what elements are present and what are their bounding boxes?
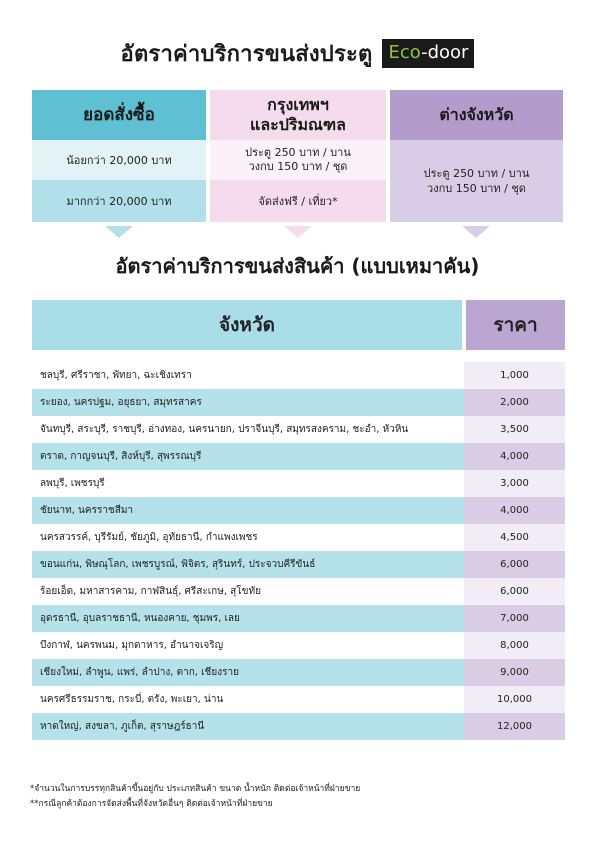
page-title-block [0,36,595,70]
bangkok-rate [210,140,386,180]
order-over-20000: มากกว่า 20,000 บาท [32,180,206,222]
table-row [32,443,565,470]
order-amount-column [32,90,206,222]
province-cell: ชลบุรี, ศรีราชา, พัทยา, ฉะเชิงเทรา [32,362,464,389]
upcountry-door-rate: ประตู 250 บาท / บาน [423,167,530,180]
price-cell: 4,500 [464,524,565,551]
order-under-20000: น้อยกว่า 20,000 บาท [32,140,206,180]
province-cell: อุดรธานี, อุบลราชธานี, หนองคาย, ชุมพร, เลย [32,605,464,632]
price-cell: 1,000 [464,362,565,389]
bangkok-door-rate: ประตู 250 บาท / บาน [245,146,351,159]
province-column-header: จังหวัด [32,300,462,350]
price-cell: 6,000 [464,578,565,605]
table-row [32,659,565,686]
table-row [32,578,565,605]
order-amount-pointer [105,226,133,238]
province-cell: นครศรีธรรมราช, กระบี่, ตรัง, พะเยา, น่าน [32,686,464,713]
table-row [32,416,565,443]
eco-door-logo [382,39,474,68]
price-cell: 12,000 [464,713,565,740]
table-row [32,686,565,713]
table-row [32,389,565,416]
province-cell: ลพบุรี, เพชรบุรี [32,470,464,497]
table-row [32,470,565,497]
price-column-header: ราคา [466,300,565,350]
upcountry-frame-rate: วงกบ 150 บาท / ชุด [427,182,526,195]
bangkok-header-line2: และปริมณฑล [250,115,346,134]
bangkok-header [210,90,386,140]
price-cell: 3,000 [464,470,565,497]
price-cell: 8,000 [464,632,565,659]
bangkok-header-line1: กรุงเทพฯ [267,95,329,114]
price-cell: 3,500 [464,416,565,443]
logo-door-text: -door [421,41,469,63]
price-cell: 4,000 [464,443,565,470]
upcountry-pointer [462,226,490,238]
province-cell: ขอนแก่น, พิษณุโลก, เพชรบูรณ์, พิจิตร, สุรินทร์, ประจวบคีรีขันธ์ [32,551,464,578]
price-cell: 4,000 [464,497,565,524]
province-cell: ร้อยเอ็ด, มหาสารคาม, กาฬสินธุ์, ศรีสะเกษ, สุโขทัย [32,578,464,605]
province-cell: เชียงใหม่, ลำพูน, แพร่, ลำปาง, ตาก, เชียงราย [32,659,464,686]
goods-shipping-title: อัตราค่าบริการขนส่งสินค้า (แบบเหมาคัน) [115,254,480,278]
province-cell: บึงกาฬ, นครพนม, มุกดาหาร, อำนาจเจริญ [32,632,464,659]
province-cell: หาดใหญ่, สงขลา, ภูเก็ต, สุราษฎร์ธานี [32,713,464,740]
table-row [32,497,565,524]
upcountry-column [390,90,563,222]
table-row [32,605,565,632]
footnote-1: *จำนวนในการบรรทุกสินค้าขึ้นอยู่กับ ประเภทสินค้า ขนาด น้ำหนัก ติดต่อเจ้าหน้าที่ฝ่ายขาย [30,784,361,794]
bangkok-frame-rate: วงกบ 150 บาท / ชุด [248,160,348,173]
price-cell: 10,000 [464,686,565,713]
price-cell: 6,000 [464,551,565,578]
table-row [32,713,565,740]
table-row [32,632,565,659]
logo-eco-text: Eco [388,41,422,63]
province-cell: ตราด, กาญจนบุรี, สิงห์บุรี, สุพรรณบุรี [32,443,464,470]
footnote-2: **กรณีลูกค้าต้องการจัดส่งพื้นที่จังหวัดอื่นๆ ติดต่อเจ้าหน้าที่ฝ่ายขาย [30,799,273,809]
province-cell: จันทบุรี, สระบุรี, ราชบุรี, อ่างทอง, นครนายก, ปราจีนบุรี, สมุทรสงคราม, ชะอำ, หัวหิน [32,416,464,443]
table-row [32,362,565,389]
upcountry-header: ต่างจังหวัด [390,90,563,140]
page-title: อัตราค่าบริการขนส่งประตู [120,41,373,67]
table-row [32,524,565,551]
table-row [32,551,565,578]
bangkok-pointer [284,226,312,238]
upcountry-rate [390,140,563,222]
shipping-rate-table [32,362,565,740]
order-amount-header: ยอดสั่งซื้อ [32,90,206,140]
province-cell: นครสวรรค์, บุรีรัมย์, ชัยภูมิ, อุทัยธานี, กำแพงเพชร [32,524,464,551]
footnotes [30,782,360,812]
province-cell: ชัยนาท, นครราชสีมา [32,497,464,524]
bangkok-column [210,90,386,222]
bangkok-free-delivery: จัดส่งฟรี / เที่ยว* [210,180,386,222]
price-cell: 2,000 [464,389,565,416]
province-cell: ระยอง, นครปฐม, อยุธยา, สมุทรสาคร [32,389,464,416]
price-cell: 9,000 [464,659,565,686]
price-cell: 7,000 [464,605,565,632]
